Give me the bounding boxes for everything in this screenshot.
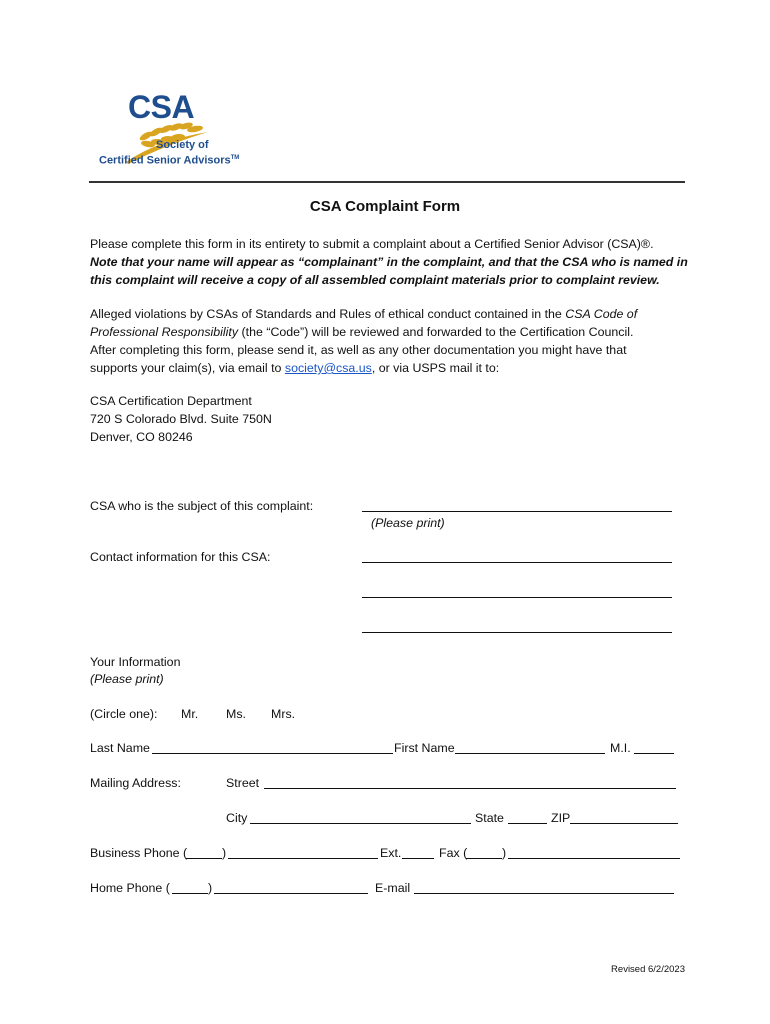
city-field[interactable] — [250, 823, 471, 824]
business-phone-field[interactable] — [228, 858, 378, 859]
your-info-heading: Your Information — [90, 655, 181, 669]
zip-field[interactable] — [570, 823, 678, 824]
last-name-label: Last Name — [90, 741, 150, 755]
state-label: State — [475, 811, 504, 825]
para2-line2: Professional Responsibility (the “Code”) will be reviewed and forwarded to the Certification Council. — [90, 325, 634, 339]
state-field[interactable] — [508, 823, 547, 824]
business-phone-paren-close: ) — [222, 846, 227, 860]
your-info-please-print: (Please print) — [90, 672, 164, 686]
para2-line3: After completing this form, please send it, as well as any other documentation you might have that — [90, 343, 627, 357]
street-label: Street — [226, 776, 260, 790]
revision-date: Revised 6/2/2023 — [611, 964, 685, 975]
para2-line4: supports your claim(s), via email to society@csa.us, or via USPS mail it to: — [90, 361, 500, 375]
subject-label: CSA who is the subject of this complaint: — [90, 499, 314, 513]
logo-line2: Certified Senior Advisors™ — [99, 154, 240, 167]
fax-area-field[interactable] — [466, 858, 502, 859]
mi-field[interactable] — [634, 753, 674, 754]
title-option-mrs[interactable]: Mrs. — [271, 707, 296, 721]
contact-label: Contact information for this CSA: — [90, 550, 271, 564]
email-field[interactable] — [414, 893, 674, 894]
first-name-label: First Name — [394, 741, 455, 755]
city-label: City — [226, 811, 248, 825]
title-option-ms[interactable]: Ms. — [226, 707, 246, 721]
fax-label: Fax ( — [439, 846, 468, 860]
page-title: CSA Complaint Form — [309, 198, 461, 215]
address-line1: CSA Certification Department — [90, 394, 252, 408]
email-label: E-mail — [375, 881, 411, 895]
street-field[interactable] — [264, 788, 676, 789]
circle-one-label: (Circle one): — [90, 707, 158, 721]
business-phone-area-field[interactable] — [186, 858, 222, 859]
header-rule — [89, 181, 685, 183]
logo-line1: Society of — [156, 139, 209, 151]
subject-name-field[interactable] — [362, 511, 672, 512]
home-phone-paren-close: ) — [208, 881, 213, 895]
intro-line2: Note that your name will appear as “complainant” in the complaint, and that the CSA who is named in — [90, 255, 688, 269]
contact-field-3[interactable] — [362, 632, 672, 633]
address-line3: Denver, CO 80246 — [90, 430, 193, 444]
intro-line3: this complaint will receive a copy of all assembled complaint materials prior to complaint review. — [90, 273, 660, 287]
subject-please-print: (Please print) — [371, 516, 445, 530]
contact-field-2[interactable] — [362, 597, 672, 598]
address-line2: 720 S Colorado Blvd. Suite 750N — [90, 412, 272, 426]
home-phone-field[interactable] — [214, 893, 368, 894]
logo-wordmark: CSA — [128, 89, 195, 125]
business-phone-label: Business Phone ( — [90, 846, 188, 860]
zip-label: ZIP — [551, 811, 571, 825]
home-phone-label: Home Phone ( — [90, 881, 170, 895]
last-name-field[interactable] — [152, 753, 393, 754]
first-name-field[interactable] — [455, 753, 605, 754]
ext-field[interactable] — [402, 858, 434, 859]
para2-line1: Alleged violations by CSAs of Standards and Rules of ethical conduct contained in the CSA Code of — [90, 307, 638, 321]
fax-paren-close: ) — [502, 846, 507, 860]
intro-line1: Please complete this form in its entirety to submit a complaint about a Certified Senior Advisor (CSA)®. — [90, 237, 654, 251]
title-option-mr[interactable]: Mr. — [181, 707, 199, 721]
fax-field[interactable] — [508, 858, 680, 859]
contact-field-1[interactable] — [362, 562, 672, 563]
home-phone-area-field[interactable] — [172, 893, 208, 894]
ext-label: Ext. — [380, 846, 402, 860]
mi-label: M.I. — [610, 741, 631, 755]
mailing-address-label: Mailing Address: — [90, 776, 181, 790]
email-link[interactable]: society@csa.us — [284, 361, 372, 375]
